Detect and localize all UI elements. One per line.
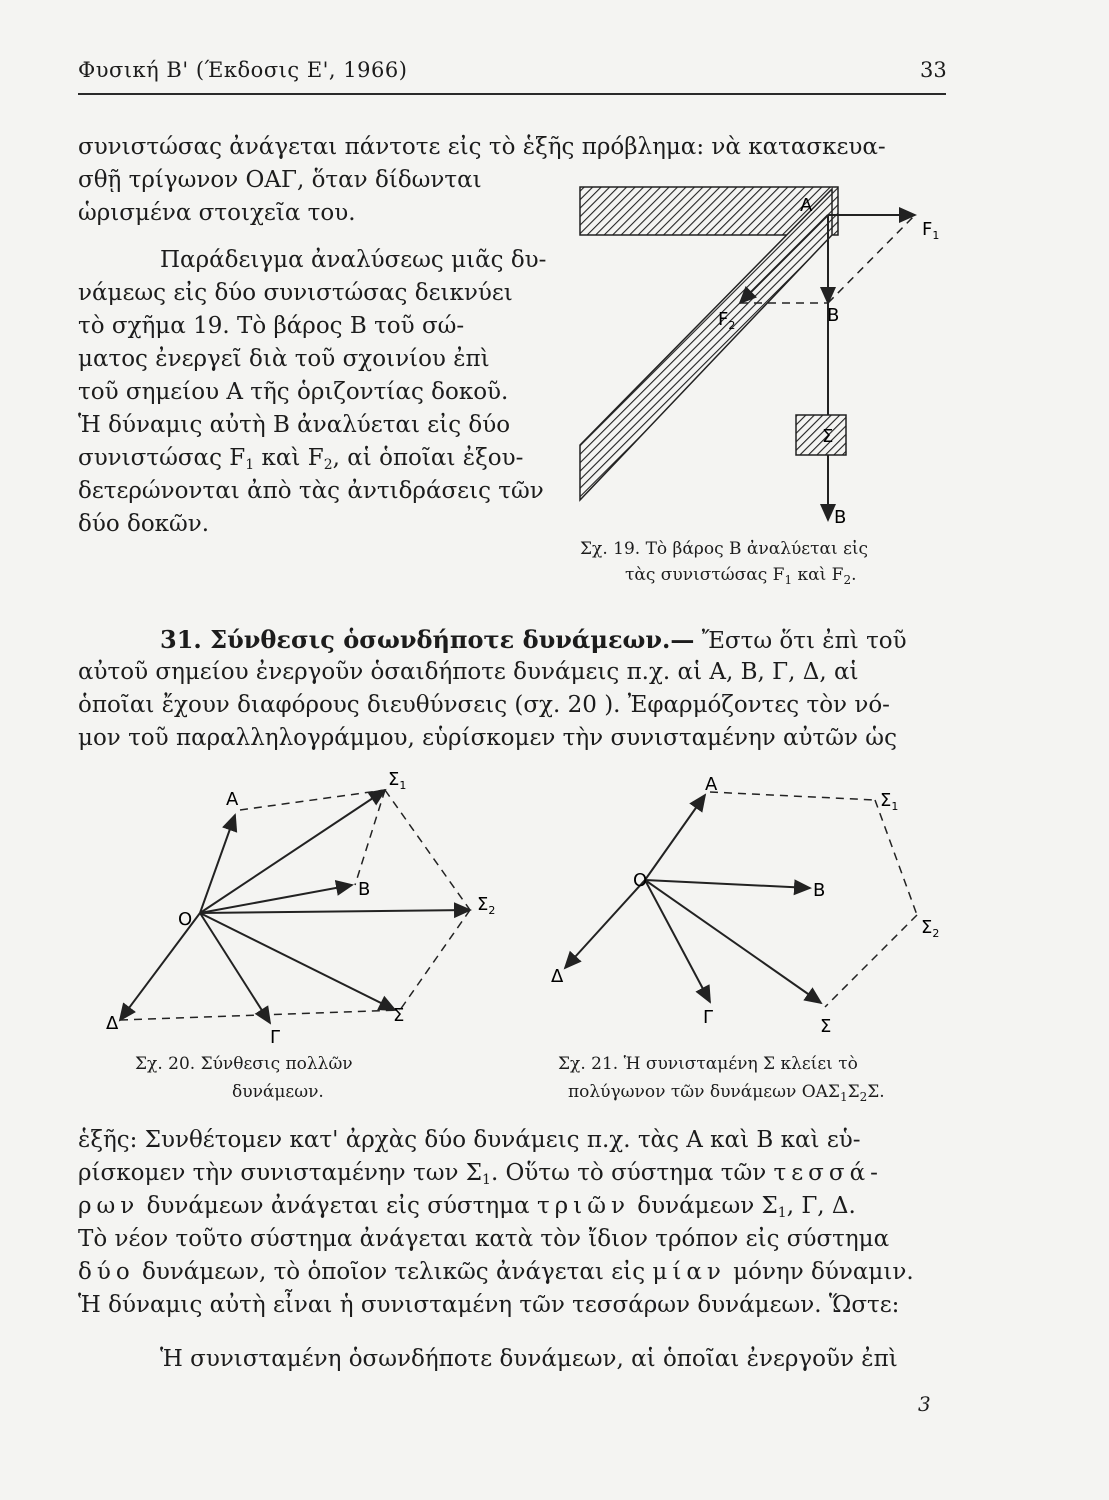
- label-s1: $\Sigma_1$: [388, 769, 407, 792]
- text-line: ματος ἐνεργεῖ διὰ τοῦ σχοινίου ἐπὶ: [78, 346, 490, 372]
- label-s2: $\Sigma_2$: [477, 894, 496, 917]
- label-s1: $\Sigma_1$: [880, 790, 899, 813]
- label-b: B: [813, 880, 826, 901]
- text-line: τὸ σχῆμα 19. Τὸ βάρος Β τοῦ σώ-: [78, 313, 465, 339]
- construction-lines: [120, 790, 470, 1020]
- label-g: Γ: [270, 1027, 281, 1045]
- text-line: συνιστώσας $F_1$ καὶ $F_2$, αἱ ὁποῖαι ἐξου-: [78, 445, 524, 473]
- label-d: Δ: [551, 966, 564, 987]
- force-a-arrow: [200, 815, 235, 913]
- force-g-arrow: [645, 880, 710, 1002]
- figure-19-caption: Σχ. 19. Τὸ βάρος Β ἀναλύεται εἰς: [580, 539, 869, 559]
- dashed-line: [828, 215, 915, 303]
- label-s2: $\Sigma_2$: [921, 917, 940, 940]
- label-a: A: [226, 789, 239, 810]
- text-line: ρίσκομεν τὴν συνισταμένην των $\Sigma_1$. Οὕτω τὸ σύστημα τῶν τεσσά-: [78, 1160, 883, 1188]
- text-line: Παράδειγμα ἀναλύσεως μιᾶς δυ-: [160, 247, 547, 273]
- figure-19: [570, 175, 950, 535]
- force-a-arrow: [645, 795, 705, 880]
- header-rule: [78, 93, 946, 95]
- text-line: Τὸ νέον τοῦτο σύστημα ἀνάγεται κατὰ τὸν ἴδιον τρόπον εἰς σύστημα: [78, 1226, 890, 1252]
- text-line: ρων δυνάμεων ἀνάγεται εἰς σύστημα τριῶν δυνάμεων $\Sigma_1$, Γ, Δ.: [78, 1193, 856, 1221]
- figure-20: [100, 765, 510, 1045]
- label-o: O: [633, 870, 648, 891]
- text-line: σθῇ τρίγωνον ΟΑΓ, ὅταν δίδωνται: [78, 167, 482, 193]
- label-a: A: [705, 774, 718, 795]
- figure-21-caption-line2: πολύγωνον τῶν δυνάμεων $OA\Sigma_1\Sigma_2\Sigma$.: [568, 1082, 885, 1104]
- force-b-arrow: [645, 880, 810, 888]
- signature-mark: 3: [918, 1392, 931, 1416]
- label-s: Σ: [393, 1005, 405, 1026]
- label-d: Δ: [106, 1013, 119, 1034]
- text-line: ὡρισμένα στοιχεῖα του.: [78, 200, 356, 226]
- text-line: δύο δυνάμεων, τὸ ὁποῖον τελικῶς ἀνάγεται εἰς μίαν μόνην δύναμιν.: [78, 1259, 914, 1285]
- text-line: Ἡ δύναμις αὐτὴ εἶναι ἡ συνισταμένη τῶν τεσσάρων δυνάμεων. Ὥστε:: [78, 1292, 900, 1318]
- label-b-weight: B: [834, 507, 847, 528]
- force-d-arrow: [565, 880, 645, 968]
- text-line: ἑξῆς: Συνθέτομεν κατ' ἀρχὰς δύο δυνάμεις π.χ. τὰς Α καὶ Β καὶ εὑ-: [78, 1127, 861, 1153]
- text-line: αὐτοῦ σημείου ἐνεργοῦν ὁσαιδήποτε δυνάμεις π.χ. αἱ Α, Β, Γ, Δ, αἱ: [78, 659, 859, 685]
- text-line: τοῦ σημείου Α τῆς ὁριζοντίας δοκοῦ.: [78, 379, 509, 405]
- text-line: δύο δοκῶν.: [78, 511, 210, 537]
- resultant-s-arrow: [200, 913, 395, 1010]
- weight-body: [796, 415, 846, 455]
- text-line: συνιστώσας ἀνάγεται πάντοτε εἰς τὸ ἑξῆς πρόβλημα: νὰ κατασκευα-: [78, 134, 886, 160]
- text-line: μον τοῦ παραλληλογράμμου, εὑρίσκομεν τὴν συνισταμένην αὐτῶν ὡς: [78, 725, 897, 751]
- label-o: O: [178, 909, 193, 930]
- text-line: Ἡ συνισταμένη ὁσωνδήποτε δυνάμεων, αἱ ὁποῖαι ἐνεργοῦν ἐπὶ: [160, 1346, 898, 1372]
- section-31-heading-line: 31. Σύνθεσις ὁσωνδήποτε δυνάμεων.— Ἔστω ὅτι ἐπὶ τοῦ: [160, 625, 907, 654]
- text-line: ὁποῖαι ἔχουν διαφόρους διευθύνσεις (σχ. 20 ). Ἐφαρμόζοντες τὸν νό-: [78, 692, 890, 718]
- resultant-s-arrow: [645, 880, 821, 1003]
- label-b: B: [358, 879, 371, 900]
- section-heading: 31. Σύνθεσις ὁσωνδήποτε δυνάμεων.—: [160, 625, 695, 654]
- resultant-s2-arrow: [200, 910, 470, 913]
- figure-19-caption-line2: τὰς συνιστώσας $F_1$ καὶ $F_2$.: [625, 565, 857, 587]
- figure-21-caption: Σχ. 21. Ἡ συνισταμένη Σ κλείει τὸ: [558, 1054, 858, 1074]
- page-number: 33: [920, 58, 947, 82]
- label-sigma: Σ: [822, 426, 834, 447]
- figure-20-caption: Σχ. 20. Σύνθεσις πολλῶν: [135, 1054, 353, 1074]
- figure-21: [545, 770, 955, 1040]
- figure-20-caption-line2: δυνάμεων.: [232, 1082, 324, 1102]
- label-f1: $F_1$: [922, 219, 940, 242]
- text-line: δετερώνονται ἀπὸ τὰς ἀντιδράσεις τῶν: [78, 478, 544, 504]
- text-line: νάμεως εἰς δύο συνιστώσας δεικνύει: [78, 280, 513, 306]
- running-header-title: Φυσική Β' (Έκδοσις Ε', 1966): [78, 58, 408, 82]
- label-f2: $F_2$: [718, 309, 736, 332]
- label-b: B: [827, 305, 840, 326]
- text-line: Ἡ δύναμις αὐτὴ Β ἀναλύεται εἰς δύο: [78, 412, 511, 438]
- label-g: Γ: [703, 1007, 714, 1028]
- label-a: A: [800, 195, 813, 216]
- label-s: Σ: [820, 1016, 832, 1037]
